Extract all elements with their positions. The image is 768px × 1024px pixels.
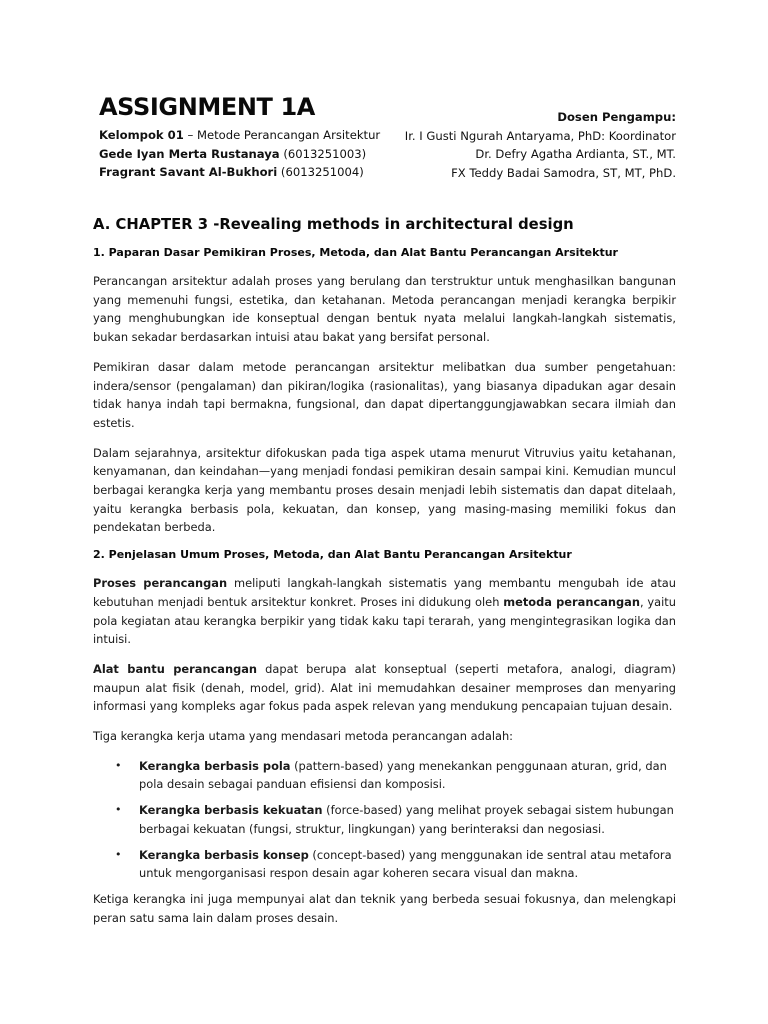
paragraph-5-text: dapat berupa alat konseptual (seperti metafora, analogi, diagram) maupun alat fisik (denah, model, grid). Alat ini memudahkan desainer memproses dan menyaring informasi yang kompleks agar fokus pada aspek relevan yang mendukung pencapaian tujuan desain. (93, 661, 676, 714)
list-item (93, 846, 676, 883)
paragraph-5 (93, 660, 676, 716)
paragraph-2: Pemikiran dasar dalam metode perancangan arsitektur melibatkan dua sumber pengetahuan: indera/sensor (pengalaman) dan pikiran/logika (rasionalitas), yang biasanya dipadukan agar desain tidak hanya indah tapi bermakna, fungsional, dan dapat dipertanggungjawabkan secara ilmiah dan estetis. (93, 359, 676, 430)
paragraph-1: Perancangan arsitektur adalah proses yang berulang dan terstruktur untuk menghasilkan bangunan yang memenuhi fungsi, estetika, dan ketahanan. Metoda perancangan menjadi kerangka berpikir yang menghubungkan ide konseptual dengan bentuk nyata melalui langkah-langkah sistematis, bukan sekadar berdasarkan intuisi atau bakat yang bersifat personal. (93, 274, 676, 345)
student-name-2: Fragrant Savant Al-Bukhori (99, 165, 278, 179)
term-alat-bantu: Alat bantu perancangan (93, 661, 258, 676)
framework-list (93, 757, 676, 883)
list-item-term: Kerangka berbasis pola (139, 758, 291, 773)
list-item-term: Kerangka berbasis kekuatan (139, 803, 323, 818)
term-metoda: metoda perancangan (503, 594, 640, 609)
student-name-1: Gede Iyan Merta Rustanaya (99, 146, 280, 161)
subheading-2: 2. Penjelasan Umum Proses, Metoda, dan Alat Bantu Perancangan Arsitektur (93, 548, 572, 562)
bullet-icon: • (115, 847, 122, 861)
list-item (93, 801, 676, 838)
chapter-heading: A. CHAPTER 3 -Revealing methods in architectural design (93, 216, 574, 233)
group-line (99, 126, 380, 145)
course-name: – Metode Perancangan Arsitektur (183, 128, 381, 142)
bullet-icon: • (115, 803, 122, 817)
paragraph-7: Ketiga kerangka ini juga mempunyai alat dan teknik yang berbeda sesuai fokusnya, dan melengkapi peran satu sama lain dalam proses desain. (93, 891, 676, 925)
list-item-text: (force-based) yang melihat proyek sebagai sistem hubungan berbagai kekuatan (fungsi, struktur, lingkungan) yang berinteraksi dan negosiasi. (139, 803, 674, 836)
paragraph-3: Dalam sejarahnya, arsitektur difokuskan pada tiga aspek utama menurut Vitruvius yaitu ketahanan, kenyamanan, dan keindahan—yang menjadi fondasi pemikiran desain sampai kini. Kemudian muncul berbagai kerangka kerja yang membantu proses desain menjadi lebih sistematis dan dapat ditelaah, yaitu kerangka berbasis pola, kekuatan, dan konsep, yang masing-masing memiliki fokus dan pendekatan berbeda. (93, 445, 676, 535)
lecturer-label: Dosen Pengampu: (557, 110, 676, 124)
paragraph-4 (93, 574, 676, 649)
group-label: Kelompok 01 (99, 128, 184, 142)
list-item-term: Kerangka berbasis konsep (139, 847, 309, 862)
document-header (93, 0, 676, 196)
bullet-icon: • (115, 758, 122, 772)
subheading-1: 1. Paparan Dasar Pemikiran Proses, Metoda, dan Alat Bantu Perancangan Arsitektur (93, 246, 618, 259)
paragraph-6: Tiga kerangka kerja utama yang mendasari metoda perancangan adalah: (93, 729, 514, 744)
list-item-text: (concept-based) yang menggunakan ide sentral atau metafora untuk mengorganisasi respon desain agar koheren secara visual dan makna. (139, 847, 672, 881)
paragraph-4-text-2: , yaitu pola kegiatan atau kerangka berpikir yang tidak kaku tapi terarah, yang mengintegrasikan logika dan intuisi. (93, 594, 676, 647)
student-line-2 (99, 163, 380, 182)
lecturer-1: Ir. I Gusti Ngurah Antaryama, PhD: Koordinator (404, 128, 676, 143)
group-info (99, 126, 380, 182)
term-proses: Proses perancangan (93, 576, 228, 591)
list-item (93, 757, 676, 794)
page-title: ASSIGNMENT 1A (99, 93, 315, 121)
paragraph-4-text-1: meliputi langkah-langkah sistematis yang membantu mengubah ide atau kebutuhan menjadi bentuk arsitektur konkret. Proses ini didukung oleh (93, 576, 676, 609)
student-line-1 (99, 145, 380, 164)
student-id-2: (6013251004) (277, 165, 364, 179)
student-id-1: (6013251003) (279, 146, 367, 161)
list-item-text: (pattern-based) yang menekankan penggunaan aturan, grid, dan pola desain sebagai panduan efisiensi dan komposisi. (139, 758, 667, 792)
lecturer-2: Dr. Defry Agatha Ardianta, ST., MT. (475, 147, 676, 161)
document-body (93, 216, 676, 938)
lecturer-info (405, 108, 676, 182)
lecturer-3: FX Teddy Badai Samodra, ST, MT, PhD. (451, 165, 676, 180)
